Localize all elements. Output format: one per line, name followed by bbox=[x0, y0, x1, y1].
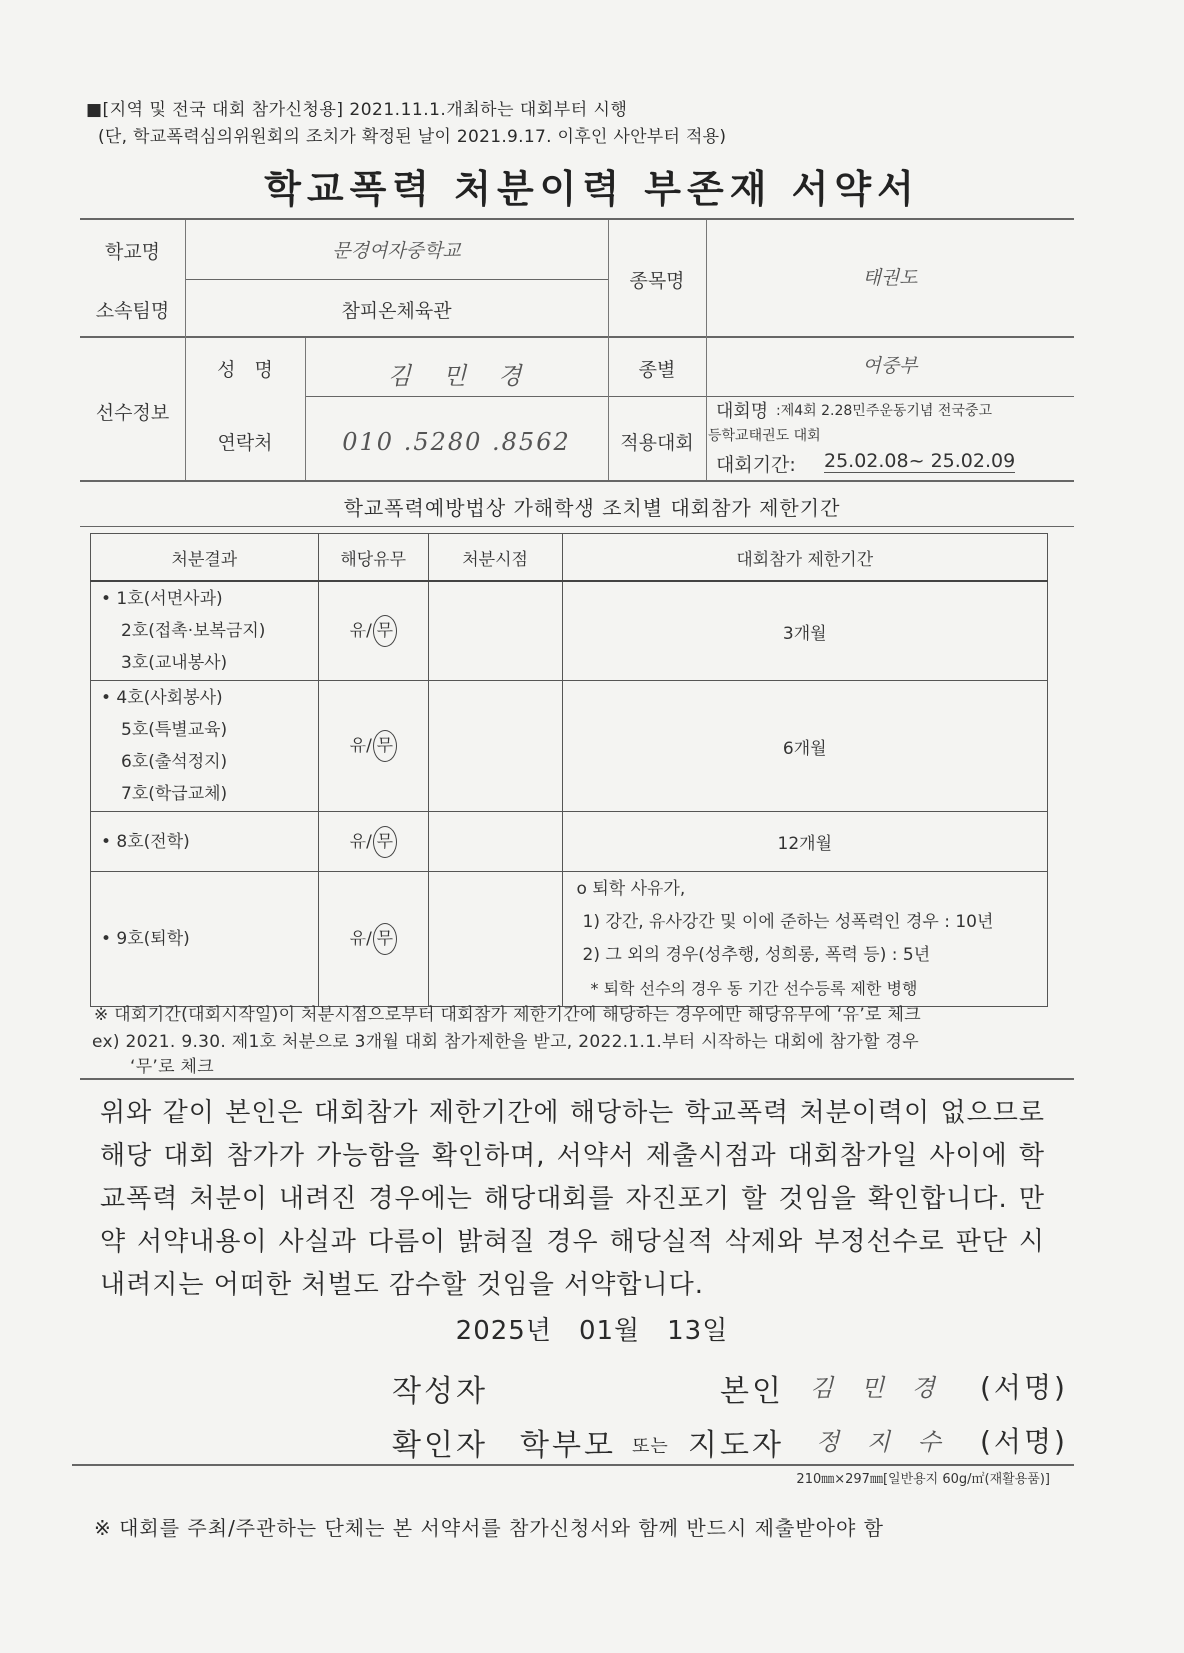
level-item: • 1호(서면사과) bbox=[101, 589, 223, 609]
applicability-prefix: 유/ bbox=[349, 736, 372, 756]
applicability-prefix: 유/ bbox=[349, 929, 372, 949]
self-label: 본인 bbox=[720, 1374, 784, 1409]
table-row bbox=[91, 681, 1048, 812]
contact-value: 010 .5280 .8562 bbox=[342, 428, 571, 456]
event-name-value-line1: :제4회 2.28민주운동기념 전국중고 bbox=[776, 403, 992, 419]
applicability-cell bbox=[318, 872, 428, 1007]
table-row bbox=[91, 812, 1048, 872]
expulsion-note: 1) 강간, 유사강간 및 이에 준하는 성폭력인 경우 : 10년 bbox=[582, 912, 994, 932]
level-cell bbox=[91, 812, 319, 872]
info-table-divider bbox=[608, 396, 1074, 397]
coach-sign-mark: (서명) bbox=[980, 1425, 1068, 1458]
expulsion-notes bbox=[562, 872, 1047, 1007]
school-name-value: 문경여자중학교 bbox=[332, 240, 461, 262]
level-cell bbox=[91, 872, 319, 1007]
player-info-label: 선수정보 bbox=[95, 402, 170, 424]
column-header: 처분시점 bbox=[428, 534, 562, 582]
player-name-label: 성 명 bbox=[217, 359, 273, 381]
contact-label: 연락처 bbox=[217, 432, 273, 454]
circled-no-mark: 무 bbox=[373, 615, 397, 647]
table-row bbox=[91, 872, 1048, 1007]
circled-no-mark: 무 bbox=[373, 826, 397, 858]
subtitle-bottom-border bbox=[80, 526, 1074, 527]
event-label: 적용대회 bbox=[620, 432, 694, 454]
pledge-text: 위와 같이 본인은 대회참가 제한기간에 해당하는 학교폭력 처분이력이 없으므로 해당 대회 참가가 가능함을 확인하며, 서약서 제출시점과 대회참가일 사이에 학교폭력 처분이 내려진 경우에는 해당대회를 자진포기 할 것임을 확인합니다. 만약 서약내용이 사실과 다름이 밝혀질 경우 해당실적 삭제와 부정선수로 판단 시 내려지는 어떠한 처벌도 감수할 것임을 서약합니다. bbox=[100, 1098, 1045, 1300]
sport-label: 종목명 bbox=[629, 270, 685, 292]
info-table-divider bbox=[185, 279, 608, 280]
info-table-divider bbox=[706, 220, 707, 480]
writer-label: 작성자 bbox=[392, 1374, 488, 1409]
expulsion-note: * 퇴학 선수의 경우 동 기간 선수등록 제한 병행 bbox=[590, 979, 918, 998]
column-header: 대회참가 제한기간 bbox=[562, 534, 1047, 582]
school-name-label: 학교명 bbox=[104, 241, 161, 263]
header-notice-line1: ■[지역 및 전국 대회 참가신청용] 2021.11.1.개최하는 대회부터 시행 bbox=[86, 100, 628, 120]
gender-label: 종별 bbox=[638, 359, 676, 381]
event-name-label: 대회명 bbox=[716, 401, 769, 422]
column-header: 해당유무 bbox=[318, 534, 428, 582]
self-sign-mark: (서명) bbox=[980, 1371, 1068, 1404]
level-item: 2호(접촉·보복금지) bbox=[121, 621, 266, 641]
pledge-date: 2025년 01월 13일 bbox=[455, 1316, 729, 1346]
team-name-label: 소속팀명 bbox=[95, 300, 170, 322]
coach-signature-name: 정 지 수 bbox=[816, 1428, 951, 1456]
document-title: 학교폭력 처분이력 부존재 서약서 bbox=[264, 167, 920, 211]
disposition-date-cell bbox=[428, 812, 562, 872]
disposition-date-cell bbox=[428, 872, 562, 1007]
or-label: 또는 bbox=[632, 1436, 669, 1457]
team-name-value: 참피온체육관 bbox=[341, 300, 452, 322]
level-item: 5호(특별교육) bbox=[121, 720, 228, 740]
level-item: • 4호(사회봉사) bbox=[101, 688, 223, 708]
circled-no-mark: 무 bbox=[373, 730, 397, 762]
disposition-date-cell bbox=[428, 681, 562, 812]
level-item: • 9호(퇴학) bbox=[101, 929, 190, 949]
confirmer-label: 확인자 bbox=[392, 1428, 488, 1463]
info-table-divider bbox=[305, 396, 610, 397]
restriction-table bbox=[90, 533, 1048, 1007]
applicability-cell bbox=[318, 812, 428, 872]
header-notice-line2: (단, 학교폭력심의위원회의 조치가 확정된 날이 2021.9.17. 이후인 사안부터 적용) bbox=[98, 127, 727, 147]
event-period-value: 25.02.08~ 25.02.09 bbox=[824, 450, 1016, 472]
footnote-example-cont: ‘무’로 체크 bbox=[130, 1057, 214, 1077]
level-cell bbox=[91, 681, 319, 812]
event-name-value-line2: 등학교태권도 대회 bbox=[708, 428, 821, 444]
signature-bottom-border bbox=[72, 1464, 1074, 1466]
paper-spec: 210㎜×297㎜[일반용지 60g/㎡(재활용품)] bbox=[796, 1472, 1050, 1487]
footnote-example: ex) 2021. 9.30. 제1호 처분으로 3개월 대회 참가제한을 받고, 2022.1.1.부터 시작하는 대회에 참가할 경우 bbox=[92, 1032, 919, 1052]
level-item: 7호(학급교체) bbox=[121, 784, 228, 804]
parent-label: 학부모 bbox=[520, 1428, 616, 1463]
level-item: • 8호(전학) bbox=[101, 831, 190, 852]
expulsion-note: o 퇴학 사유가, bbox=[576, 879, 686, 899]
applicability-cell bbox=[318, 681, 428, 812]
applicability-cell bbox=[318, 581, 428, 681]
circled-no-mark: 무 bbox=[373, 923, 397, 955]
table-header-row bbox=[91, 534, 1048, 582]
info-table-divider bbox=[80, 336, 1074, 338]
restriction-subtitle: 학교폭력예방법상 가해학생 조치별 대회참가 제한기간 bbox=[343, 496, 841, 520]
info-table-bottom-border bbox=[80, 480, 1074, 482]
table-row bbox=[91, 581, 1048, 681]
player-name-value: 김 민 경 bbox=[387, 362, 526, 390]
footnote-bottom-border bbox=[80, 1078, 1074, 1080]
event-period-label: 대회기간: bbox=[716, 454, 796, 476]
applicability-prefix: 유/ bbox=[349, 831, 372, 852]
applicability-prefix: 유/ bbox=[349, 621, 372, 641]
level-item: 6호(출석정지) bbox=[121, 752, 228, 772]
column-header: 처분결과 bbox=[91, 534, 319, 582]
gender-value: 여중부 bbox=[862, 355, 918, 377]
footnote-rule: ※ 대회기간(대회시작일)이 처분시점으로부터 대회참가 제한기간에 해당하는 경우에만 해당유무에 ‘유’로 체크 bbox=[94, 1005, 921, 1025]
coach-label: 지도자 bbox=[688, 1428, 784, 1463]
level-cell bbox=[91, 581, 319, 681]
restriction-period: 12개월 bbox=[562, 812, 1047, 872]
disposition-date-cell bbox=[428, 581, 562, 681]
info-table-top-border bbox=[80, 218, 1074, 220]
restriction-period: 6개월 bbox=[562, 681, 1047, 812]
level-item: 3호(교내봉사) bbox=[121, 653, 228, 673]
sport-value: 태권도 bbox=[862, 267, 918, 289]
self-signature-name: 김 민 경 bbox=[810, 1374, 945, 1402]
final-note: ※ 대회를 주최/주관하는 단체는 본 서약서를 참가신청서와 함께 반드시 제출받아야 함 bbox=[94, 1516, 884, 1540]
expulsion-note: 2) 그 외의 경우(성추행, 성희롱, 폭력 등) : 5년 bbox=[582, 945, 931, 965]
restriction-period: 3개월 bbox=[562, 581, 1047, 681]
